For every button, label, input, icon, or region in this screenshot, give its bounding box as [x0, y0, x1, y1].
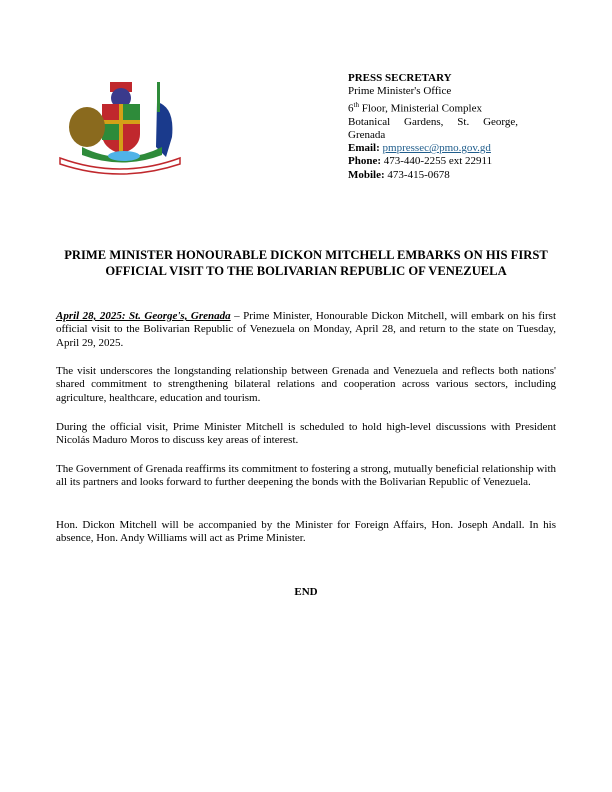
paragraph-5: Hon. Dickon Mitchell will be accompanied by the Minister for Foreign Affairs, Hon. Joseph Andall. In his absence, Hon. Andy Williams will act as Prime Minister. — [56, 519, 556, 545]
press-release-title: PRIME MINISTER HONOURABLE DICKON MITCHELL EMBARKS ON HIS FIRST OFFICIAL VISIT TO THE BOLIVARIAN REPUBLIC OF VENEZUELA — [64, 248, 548, 278]
paragraph-text: – Prime Minister, Honourable Dickon Mitchell, will embark on his first official visit to the Bolivarian Republic of Venezuela on Monday, April 28, and return to the state on Tuesday, April 29, 2025. — [56, 310, 557, 349]
floor-sup: th — [353, 100, 359, 109]
end-marker: END — [294, 586, 318, 598]
address: Botanical Gardens, St. George, — [348, 115, 518, 128]
contact-block — [348, 72, 518, 182]
country: Grenada — [348, 128, 386, 141]
mobile-line — [348, 169, 518, 182]
email-link[interactable]: pmpressec@pmo.gov.gd — [382, 142, 491, 155]
phone: 473-440-2255 ext 22911 — [381, 155, 493, 168]
grenada-coat-of-arms-logo — [52, 72, 186, 178]
dateline: April 28, 2025: St. George's, Grenada — [56, 310, 231, 322]
mobile-label: Mobile: — [348, 168, 385, 181]
floor — [348, 99, 518, 116]
email-label: Email: — [348, 142, 380, 155]
phone-label: Phone: — [348, 155, 381, 168]
floor-number: 6 — [348, 102, 354, 115]
paragraph-1 — [56, 310, 556, 350]
email-line — [348, 142, 518, 155]
paragraph-3: During the official visit, Prime Minister Mitchell is scheduled to hold high-level discussions with President Nicolás Maduro Moros to discuss key areas of interest. — [56, 421, 556, 447]
paragraph-2: The visit underscores the longstanding relationship between Grenada and Venezuela and reflects both nations' shared commitment to strengthening bilateral relations and cooperation across various sectors, including agriculture, healthcare, education and tourism. — [56, 365, 556, 404]
floor-text: Floor, Ministerial Complex — [358, 102, 482, 115]
paragraph-4: The Government of Grenada reaffirms its commitment to fostering a strong, mutually beneficial relationship with all its partners and looks forward to further deepening the bonds with the Bolivarian Republic of Venezuela. — [56, 463, 556, 489]
office: Prime Minister's Office — [348, 85, 452, 98]
phone-line — [348, 155, 518, 168]
contact-heading: PRESS SECRETARY — [348, 72, 452, 84]
mobile: 473-415-0678 — [384, 168, 450, 181]
